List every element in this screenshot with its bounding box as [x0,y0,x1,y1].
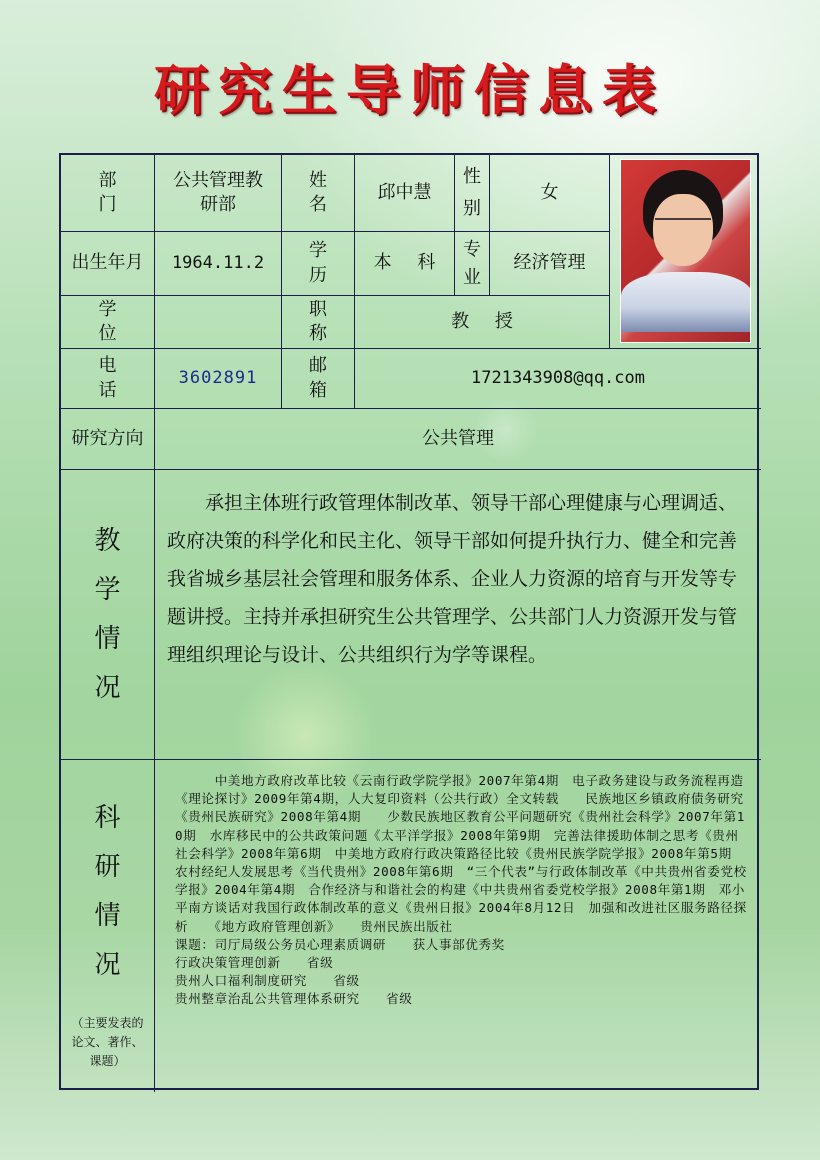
gender-label: 性别 [455,155,490,232]
major-value: 经济管理 [490,232,610,296]
degree-value [155,296,282,349]
name-label: 姓 名 [282,155,355,232]
research-label: 科 研 情 况 （主要发表的论文、著作、课题） [61,760,155,1092]
department-value: 公共管理教研部 [155,155,282,232]
teaching-content: 承担主体班行政管理体制改革、领导干部心理健康与心理调适、政府决策的科学化和民主化、领导干部如何提升执行力、健全和完善我省城乡基层社会管理和服务体系、企业人力资源的培育与开发等专题讲授。主持并承担研究生公共管理学、公共部门人力资源开发与管理组织理论与设计、公共组织行为学等课程。 [155,470,761,760]
phone-label: 电 话 [61,349,155,409]
portrait-cell [610,155,761,349]
phone-value: 3602891 [155,349,282,409]
page-title: 研究生导师信息表 [154,59,666,122]
birth-value: 1964.11.2 [155,232,282,296]
email-label: 邮 箱 [282,349,355,409]
info-table [59,153,759,1090]
title-value: 教 授 [355,296,610,349]
education-label: 学 历 [282,232,355,296]
education-value: 本 科 [355,232,455,296]
email-value: 1721343908@qq.com [355,349,761,409]
title-label: 职 称 [282,296,355,349]
name-value: 邱中慧 [355,155,455,232]
degree-label: 学 位 [61,296,155,349]
department-label: 部 门 [61,155,155,232]
gender-value: 女 [490,155,610,232]
research-direction-label: 研究方向 [61,409,155,470]
research-note: （主要发表的论文、著作、课题） [71,1016,144,1068]
research-direction-value: 公共管理 [155,409,761,470]
major-label: 专业 [455,232,490,296]
portrait-photo [620,159,751,343]
birth-label: 出生年月 [61,232,155,296]
research-content: 中美地方政府改革比较《云南行政学院学报》2007年第4期 电子政务建设与政务流程再造《理论探讨》2009年第4期，人大复印资料（公共行政）全文转载 民族地区乡镇政府债务研究《贵州民族研究》2008年第4期 少数民族地区教育公平问题研究《贵州社会科学》2007年第10期 水库移民中的公共政策问题《太平洋学报》2008年第9期 完善法律援助体制之思考《贵州社会科学》2008年第6期 中美地方政府行政决策路径比较《贵州民族学院学报》2008年第5期 农村经纪人发展思考《当代贵州》2008年第6期 “三个代表”与行政体制改革《中共贵州省委党校学报》2004年第4期 合作经济与和谐社会的构建《中共贵州省委党校学报》2008年第1期 邓小平南方谈话对我国行政体制改革的意义《贵州日报》2004年8月12日 加强和改进社区服务路径探析 《地方政府管理创新》 贵州民族出版社 课题：司厅局级公务员心理素质调研 获人事部优秀奖 行政决策管理创新 省级 贵州人口福利制度研究 省级 贵州整章治乱公共管理体系研究 省级 [175,773,747,1007]
teaching-label: 教 学 情 况 [61,470,155,760]
